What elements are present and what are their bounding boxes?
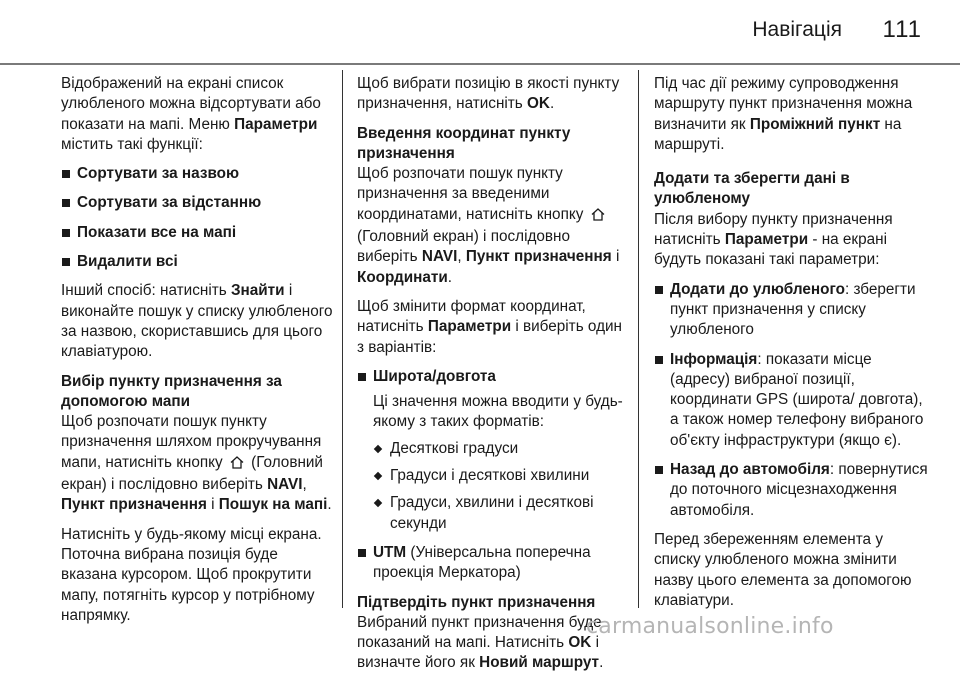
col2-heading: Введення координат пункту призначення bbox=[357, 124, 571, 162]
col2-coords-text: Щоб розпочати пошук пункту призначення за введеними координатами, натисніть кнопку (Головний екран) і послідовно виберіть NAVI, Пункт призначення і Координати. bbox=[357, 165, 620, 286]
col2-heading-2: Підтвердіть пункт призначення bbox=[357, 593, 596, 611]
col1-heading: Вибір пункту призначення за допомогою мапи bbox=[61, 372, 282, 410]
column-divider-2 bbox=[638, 70, 639, 608]
list-item: Сортувати за відстанню bbox=[61, 193, 336, 213]
page-header bbox=[0, 0, 960, 56]
list-item: Показати все на мапі bbox=[61, 223, 336, 243]
home-icon bbox=[230, 455, 244, 475]
column-2 bbox=[357, 74, 629, 683]
col3-params-text: Після вибору пункту призначення натисніть Параметри - на екрані будуть показані такі параметри: bbox=[654, 210, 893, 269]
list-item: Додати до улюбленого: зберегти пункт призначення у списку улюбленого bbox=[654, 280, 929, 341]
list-item: Сортувати за назвою bbox=[61, 164, 336, 184]
list-item: Десяткові градуси bbox=[373, 439, 629, 459]
page-title: Навігація bbox=[752, 18, 842, 41]
col1-cursor-text: Натисніть у будь-якому місці екрана. Поточна вибрана позиція буде вказана курсором. Щоб прокрутити мапу, потягніть курсор у потрібному напрямку. bbox=[61, 525, 322, 624]
list-item: UTM (Універсальна поперечна проекція Меркатора) bbox=[357, 543, 629, 584]
watermark: carmanualsonline.info bbox=[586, 614, 834, 639]
list-item: Градуси і десяткові хвилини bbox=[373, 466, 629, 486]
col2-confirm-text: Вибраний пункт призначення буде показаний на мапі. Натисніть OK і визначте його як Новий маршрут. bbox=[357, 613, 604, 672]
col1-options-list bbox=[61, 164, 336, 272]
list-item: Видалити всі bbox=[61, 252, 336, 272]
col3-rename-text: Перед збереженням елемента у списку улюбленого можна змінити назву цього елемента за допомогою клавіатури. bbox=[654, 530, 912, 609]
col2-ok-text: Щоб вибрати позицію в якості пункту призначення, натисніть OK. bbox=[357, 75, 620, 113]
header-rule bbox=[0, 63, 960, 65]
page-number: 111 bbox=[882, 16, 922, 43]
col3-heading: Додати та зберегти дані в улюбленому bbox=[654, 170, 850, 208]
list-item: Назад до автомобіля: повернутися до поточного місцезнаходження автомобіля. bbox=[654, 460, 929, 521]
col2-sub-list bbox=[373, 439, 629, 534]
list-item: Широта/довгота Ці значення можна вводити у будь-якому з таких форматів: Десяткові градуси Градуси і десяткові хвилини Градуси, хвилини і десяткові секунди bbox=[357, 367, 629, 534]
column-divider-1 bbox=[342, 70, 343, 608]
column-3 bbox=[654, 74, 929, 620]
col3-waypoint-text: Під час дії режиму супроводження маршруту пункт призначення можна визначити як Проміжний пункт на маршруті. bbox=[654, 75, 913, 153]
home-icon bbox=[591, 207, 605, 227]
col1-map-text: Щоб розпочати пошук пункту призначення шляхом прокручування мапи, натисніть кнопку (Головний екран) і послідовно виберіть NAVI, Пункт призначення і Пошук на мапі. bbox=[61, 413, 332, 514]
list-item: Градуси, хвилини і десяткові секунди bbox=[373, 493, 629, 534]
list-item: Інформація: показати місце (адресу) вибраної позиції, координати GPS (широта/ довгота), а також номер телефону вибраного об'єкту інфраструктури (якщо є). bbox=[654, 350, 929, 451]
col3-params-list bbox=[654, 280, 929, 521]
col1-search-text: Інший спосіб: натисніть Знайти і виконайте пошук у списку улюбленого за назвою, скориставшись для цього клавіатурою. bbox=[61, 282, 333, 361]
col2-format-text: Щоб змінити формат координат, натисніть Параметри і виберіть один з варіантів: bbox=[357, 297, 622, 356]
column-1 bbox=[61, 74, 336, 635]
col1-intro: Відображений на екрані список улюбленого можна відсортувати або показати на мапі. Меню Параметри містить такі функції: bbox=[61, 75, 321, 153]
col2-format-list bbox=[357, 367, 629, 584]
